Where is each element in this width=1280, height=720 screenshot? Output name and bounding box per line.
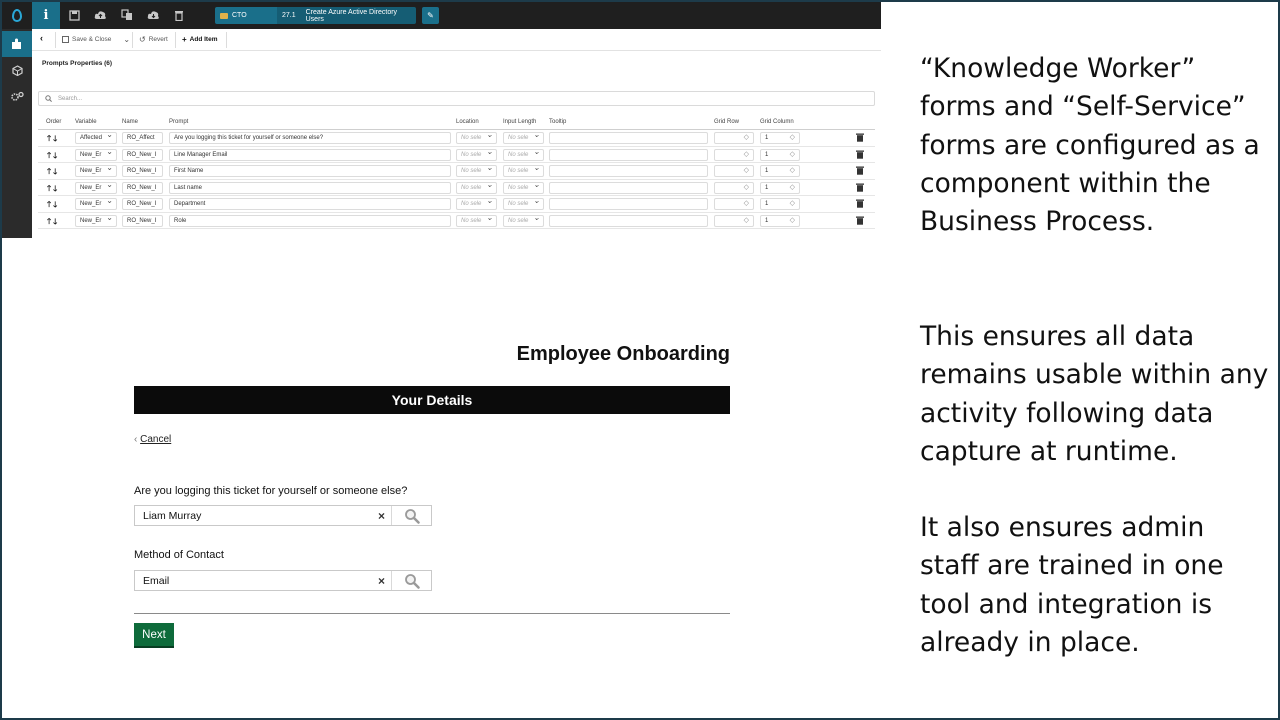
name-input[interactable]: RO_New_I <box>122 182 163 194</box>
section-header: Your Details <box>134 386 730 414</box>
col-tooltip: Tooltip <box>549 119 567 125</box>
name-input[interactable]: RO_New_I <box>122 165 163 177</box>
requester-text: Liam Murray <box>143 509 202 522</box>
breadcrumb-folder: CTO <box>232 12 247 19</box>
delete-row-icon[interactable] <box>855 215 865 226</box>
input-length-select[interactable]: No sele ⌄ <box>503 182 544 194</box>
col-grid-column: Grid Column <box>760 119 794 125</box>
logo-drop-icon[interactable] <box>2 2 32 29</box>
grid-column-stepper[interactable]: 1 ◇ <box>760 182 800 194</box>
reorder-arrows-icon[interactable]: 🡑🡓 <box>47 134 60 143</box>
col-order: Order <box>46 119 62 125</box>
contact-method-label: Method of Contact <box>134 549 224 561</box>
input-length-select[interactable]: No sele ⌄ <box>503 215 544 227</box>
delete-icon[interactable] <box>172 8 186 22</box>
requester-lookup[interactable] <box>134 505 432 526</box>
col-prompt: Prompt <box>169 119 189 125</box>
location-select[interactable]: No sele ⌄ <box>456 165 497 177</box>
table-row <box>38 130 875 147</box>
cloud-download-icon[interactable] <box>146 8 160 22</box>
variable-select[interactable]: New_Er ⌄ <box>75 198 117 210</box>
narrative-paragraph-2: This ensures all data remains usable within any activity following data capture at runtime. <box>920 321 1269 467</box>
delete-row-icon[interactable] <box>855 149 865 160</box>
clear-icon[interactable]: × <box>377 574 385 588</box>
table-row <box>38 147 875 164</box>
input-length-select[interactable]: No sele ⌄ <box>503 198 544 210</box>
grid-column-stepper[interactable]: 1 ◇ <box>760 149 800 161</box>
prompt-input[interactable]: Are you logging this ticket for yourself or someone else? <box>169 132 451 144</box>
grid-row-stepper[interactable] <box>714 182 754 194</box>
gears-icon[interactable] <box>2 83 32 109</box>
cancel-label: Cancel <box>140 434 172 445</box>
variable-select[interactable]: New_Er ⌄ <box>75 149 117 161</box>
contact-method-lookup[interactable] <box>134 570 432 591</box>
cloud-upload-icon[interactable] <box>93 8 107 22</box>
input-length-select[interactable]: No sele ⌄ <box>503 132 544 144</box>
table-row <box>38 163 875 180</box>
next-button[interactable]: Next <box>134 623 174 648</box>
name-input[interactable]: RO_New_I <box>122 198 163 210</box>
plus-icon: + <box>182 35 187 44</box>
admin-screenshot <box>2 2 881 238</box>
breadcrumb-version: 27.1 <box>282 12 296 19</box>
grid-header <box>38 116 875 130</box>
prompt-input[interactable]: Line Manager Email <box>169 149 451 161</box>
question-label: Are you logging this ticket for yourself or someone else? <box>134 485 408 497</box>
top-bar <box>2 2 881 29</box>
col-variable: Variable <box>75 119 97 125</box>
location-select[interactable]: No sele ⌄ <box>456 182 497 194</box>
search-lookup-icon[interactable] <box>392 506 431 525</box>
contact-method-text: Email <box>143 574 170 587</box>
copy-icon[interactable] <box>120 8 134 22</box>
prompt-input[interactable]: Last name <box>169 182 451 194</box>
tooltip-input[interactable] <box>549 198 708 210</box>
delete-row-icon[interactable] <box>855 165 865 176</box>
name-input[interactable]: RO_New_I <box>122 149 163 161</box>
save-close-label: Save & Close <box>72 36 112 43</box>
grid-column-stepper[interactable]: 1 ◇ <box>760 215 800 227</box>
clear-icon[interactable]: × <box>377 509 385 523</box>
revert-button[interactable] <box>139 35 168 44</box>
grid-row-stepper[interactable] <box>714 149 754 161</box>
variable-select[interactable]: Affected ⌄ <box>75 132 117 144</box>
puzzle-icon[interactable] <box>2 31 32 57</box>
back-chevron-icon[interactable]: ‹ <box>40 33 43 43</box>
tooltip-input[interactable] <box>549 165 708 177</box>
grid-column-stepper[interactable]: 1 ◇ <box>760 198 800 210</box>
side-nav <box>2 29 32 238</box>
breadcrumb-title: Create Azure Active Directory Users <box>305 8 398 23</box>
search-lookup-icon[interactable] <box>392 571 431 590</box>
col-name: Name <box>122 119 139 125</box>
location-select[interactable]: No sele ⌄ <box>456 198 497 210</box>
prompt-input[interactable]: Role <box>169 215 451 227</box>
save-dropdown-chevron-icon[interactable]: ⌄ <box>123 35 131 44</box>
search-icon <box>45 95 52 102</box>
search-placeholder: Search... <box>58 95 83 102</box>
col-input-length: Input Length <box>503 119 537 125</box>
prompts-properties-title: Prompts Properties (6) <box>42 60 113 67</box>
location-select[interactable]: No sele ⌄ <box>456 149 497 161</box>
tooltip-input[interactable] <box>549 215 708 227</box>
grid-row-stepper[interactable] <box>714 165 754 177</box>
contact-method-value[interactable] <box>135 571 392 590</box>
location-select[interactable]: No sele ⌄ <box>456 132 497 144</box>
grid-column-stepper[interactable]: 1 ◇ <box>760 165 800 177</box>
info-icon[interactable]: i <box>32 2 60 29</box>
edit-icon[interactable]: ✎ <box>422 7 439 24</box>
table-row <box>38 213 875 230</box>
location-select[interactable]: No sele ⌄ <box>456 215 497 227</box>
reorder-arrows-icon[interactable]: 🡑🡓 <box>47 167 60 176</box>
table-row <box>38 180 875 197</box>
input-length-select[interactable]: No sele ⌄ <box>503 149 544 161</box>
grid-row-stepper[interactable] <box>714 215 754 227</box>
form-title: Employee Onboarding <box>516 343 730 365</box>
name-input[interactable]: RO_New_I <box>122 215 163 227</box>
delete-row-icon[interactable] <box>855 198 865 209</box>
grid-row-stepper[interactable] <box>714 198 754 210</box>
narrative-paragraph-1: “Knowledge Worker” forms and “Self-Service” forms are configured as a component within the Business Process. <box>920 53 1260 238</box>
col-grid-row: Grid Row <box>714 119 740 125</box>
revert-icon: ↺ <box>139 35 146 44</box>
tooltip-input[interactable] <box>549 182 708 194</box>
add-item-button[interactable] <box>182 35 217 44</box>
save-icon[interactable] <box>67 8 81 22</box>
narrative-paragraph-3: It also ensures admin staff are trained in one tool and integration is already in place. <box>920 512 1224 658</box>
col-location: Location <box>456 119 479 125</box>
reorder-arrows-icon[interactable]: 🡑🡓 <box>47 150 60 160</box>
cancel-link[interactable] <box>134 434 171 445</box>
reorder-arrows-icon[interactable]: 🡑🡓 <box>47 200 60 209</box>
save-close-button[interactable] <box>62 35 130 44</box>
reorder-arrows-icon[interactable]: 🡑🡓 <box>47 216 60 226</box>
prompt-input[interactable]: First Name <box>169 165 451 177</box>
name-input[interactable]: RO_Affect <box>122 132 163 144</box>
grid-column-stepper[interactable]: 1 ◇ <box>760 132 800 144</box>
search-input[interactable] <box>38 91 875 106</box>
reorder-arrows-icon[interactable]: 🡑🡓 <box>47 183 60 193</box>
cube-icon[interactable] <box>2 57 32 83</box>
folder-icon <box>220 13 228 19</box>
process-breadcrumb[interactable] <box>215 7 416 24</box>
tooltip-input[interactable] <box>549 149 708 161</box>
input-length-select[interactable]: No sele ⌄ <box>503 165 544 177</box>
tooltip-input[interactable] <box>549 132 708 144</box>
add-item-label: Add Item <box>189 36 218 43</box>
revert-label: Revert <box>148 36 168 43</box>
prompt-input[interactable]: Department <box>169 198 451 210</box>
table-row <box>38 196 875 213</box>
prompts-grid <box>38 116 875 229</box>
variable-select[interactable]: New_Er ⌄ <box>75 165 117 177</box>
delete-row-icon[interactable] <box>855 182 865 193</box>
editor-toolbar <box>32 29 881 51</box>
chevron-left-icon: ‹ <box>134 434 141 445</box>
grid-row-stepper[interactable] <box>714 132 754 144</box>
requester-value[interactable] <box>135 506 392 525</box>
variable-select[interactable]: New_Er ⌄ <box>75 215 117 227</box>
delete-row-icon[interactable] <box>855 132 865 143</box>
form-divider <box>134 613 730 614</box>
variable-select[interactable]: New_Er ⌄ <box>75 182 117 194</box>
save-small-icon <box>62 36 69 43</box>
